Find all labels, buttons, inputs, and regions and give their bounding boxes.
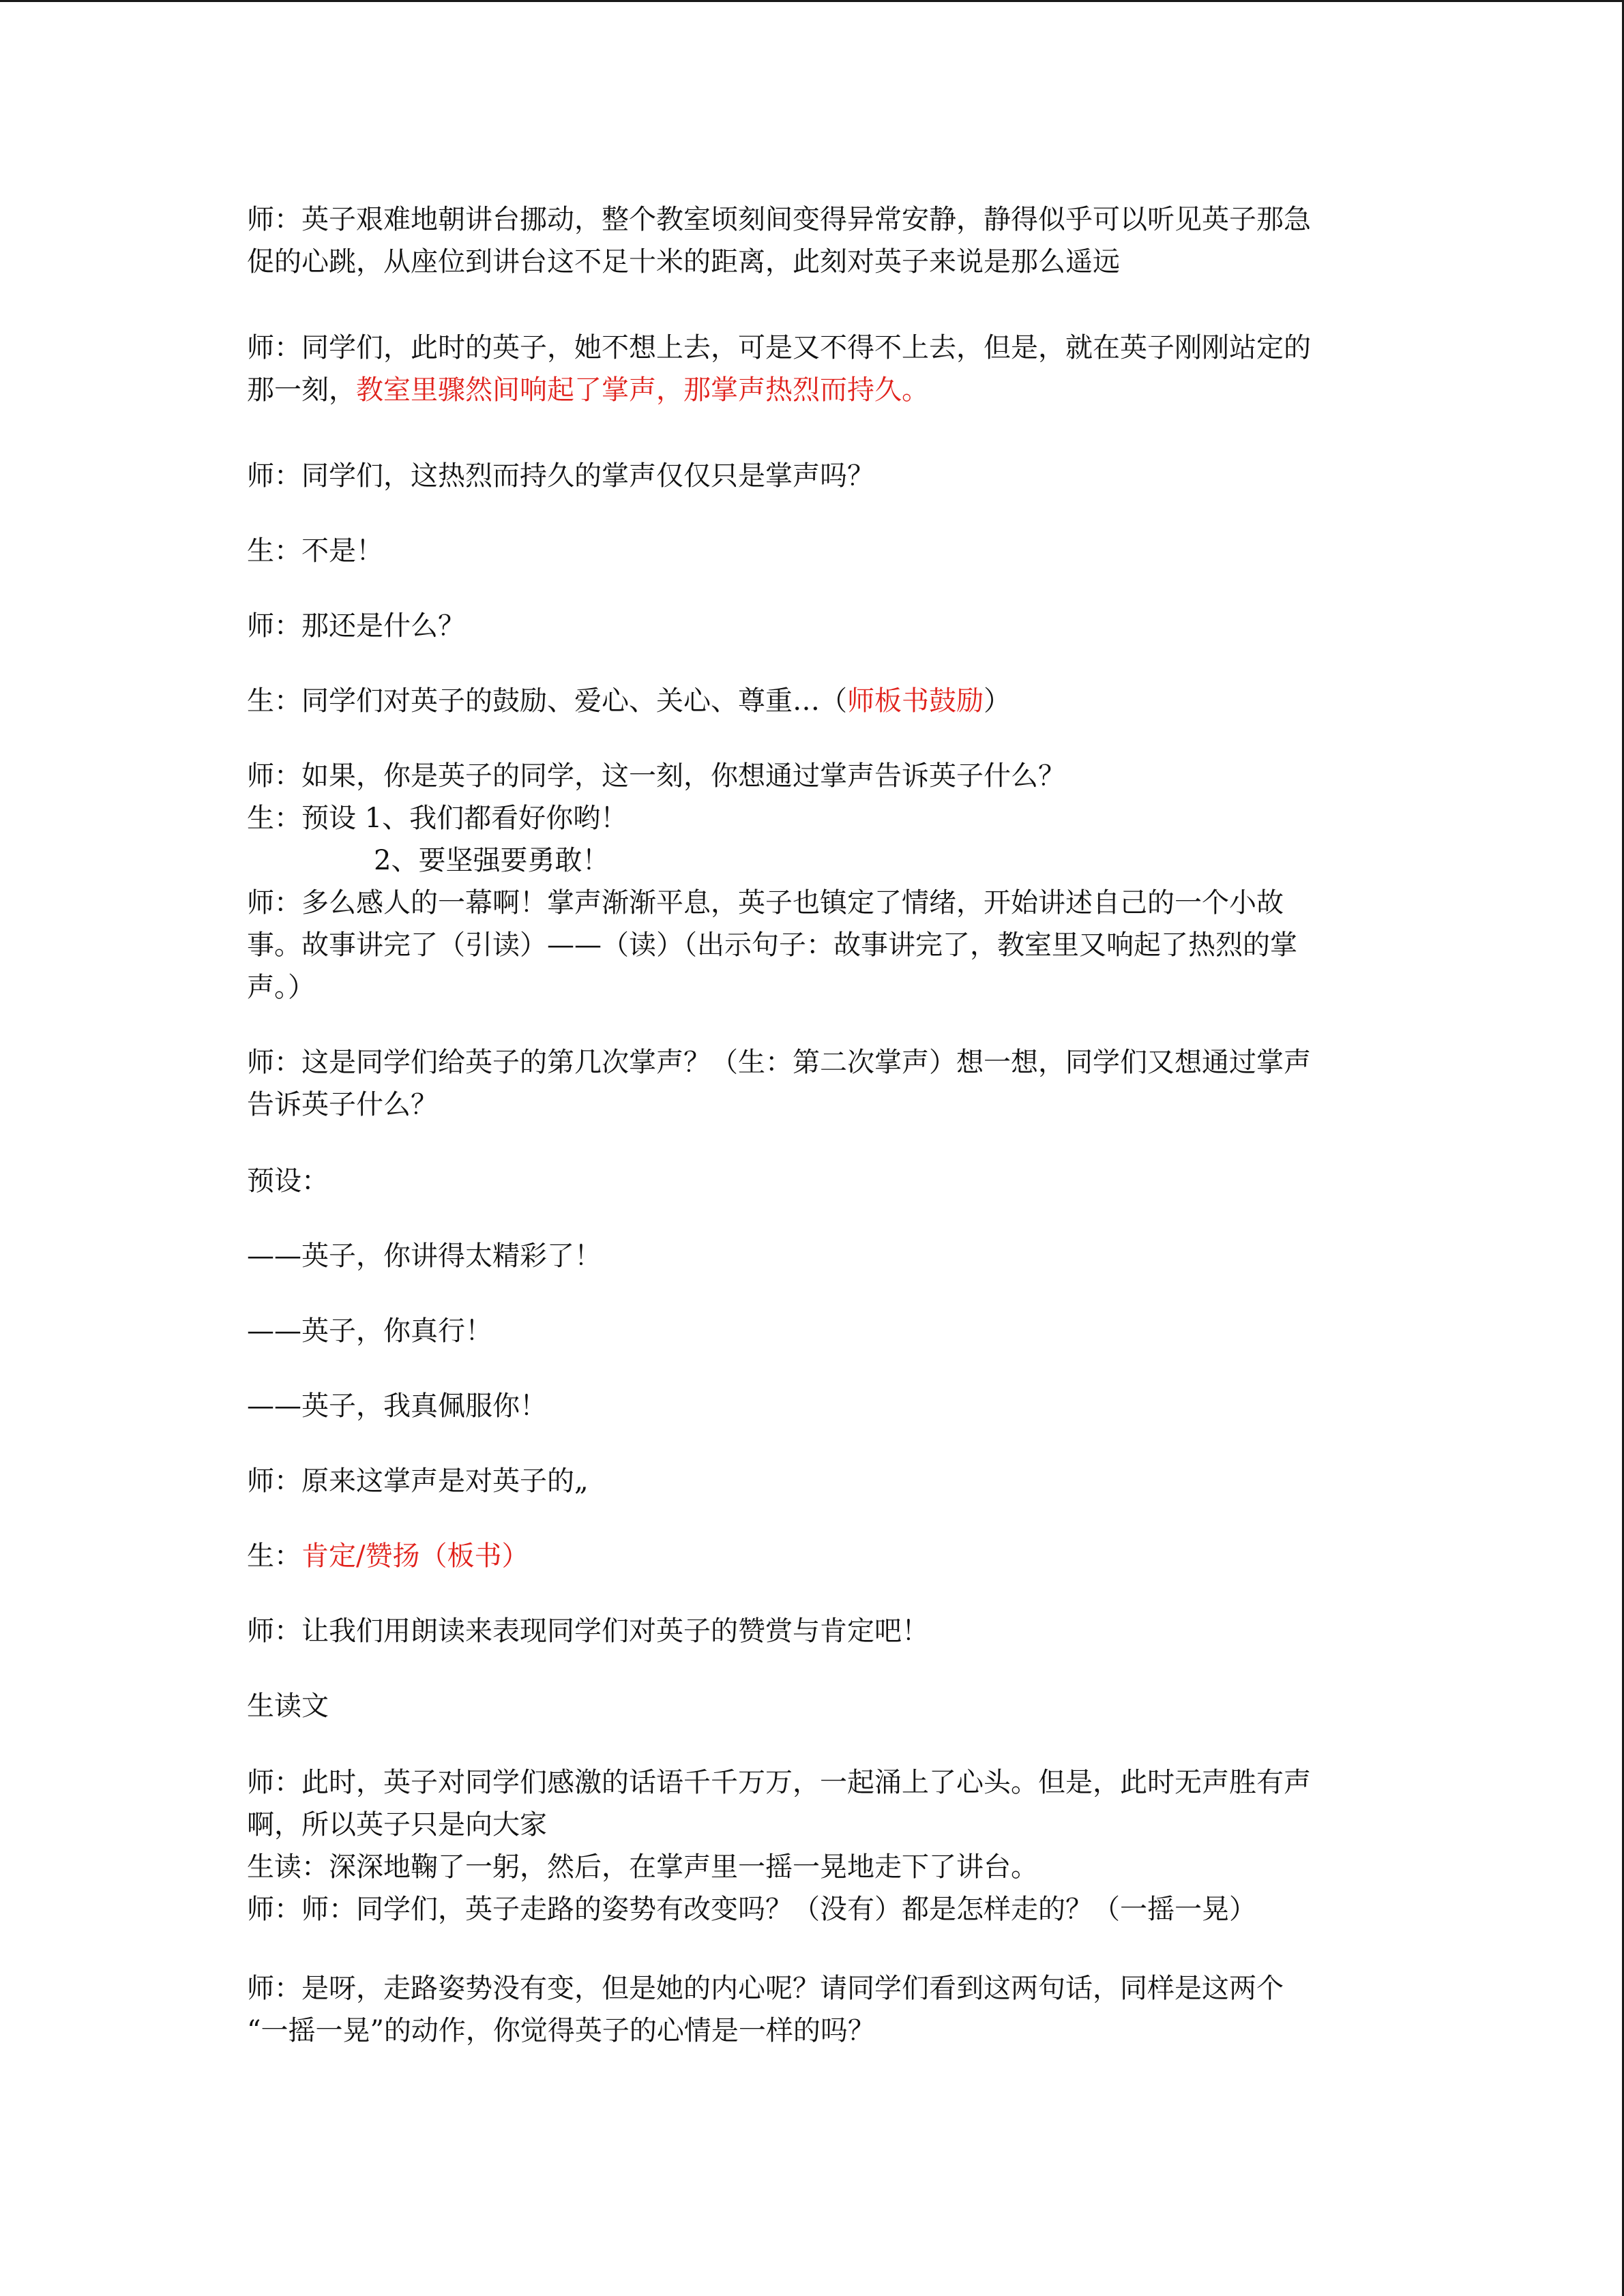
- paragraph-line: [247, 923, 1297, 967]
- text-run: 生：同学们对英子的鼓励、爱心、关心、尊重…（: [247, 685, 847, 717]
- paragraph-line: [247, 1309, 492, 1353]
- paragraph-line: [247, 368, 929, 412]
- text-run: 师：同学们，这热烈而持久的掌声仅仅只是掌声吗？: [247, 460, 874, 492]
- paragraph-line: [247, 881, 1284, 925]
- paragraph-line: [247, 1761, 1311, 1804]
- paragraph-line: [247, 1083, 438, 1127]
- text-run: ——英子，你讲得太精彩了！: [247, 1240, 602, 1272]
- text-run: 师：让我们用朗读来表现同学们对英子的赞赏与肯定吧！: [247, 1615, 929, 1647]
- text-run: 生：预设 1、我们都看好你哟！: [247, 803, 628, 834]
- paragraph-line: [247, 1609, 929, 1653]
- text-run: 啊，所以英子只是向大家: [247, 1809, 547, 1840]
- text-run: 声。）: [247, 972, 315, 1003]
- highlighted-text: 教室里骤然间响起了掌声，那掌声热烈而持久。: [356, 374, 929, 406]
- text-run: 师：此时，英子对同学们感激的话语千千万万，一起涌上了心头。但是，此时无声胜有声: [247, 1767, 1311, 1798]
- text-run: 告诉英子什么？: [247, 1089, 438, 1120]
- text-run: 促的心跳，从座位到讲台这不足十米的距离，此刻对英子来说是那么遥远: [247, 246, 1120, 278]
- text-run: 师：那还是什么？: [247, 610, 465, 642]
- paragraph-line: [247, 1803, 547, 1847]
- text-run: ——英子，我真佩服你！: [247, 1390, 547, 1422]
- text-run: 师：多么感人的一幕啊！掌声渐渐平息，英子也镇定了情绪，开始讲述自己的一个小故: [247, 887, 1284, 919]
- text-run: 师：英子艰难地朝讲台挪动，整个教室顷刻间变得异常安静，静得似乎可以听见英子那急: [247, 204, 1311, 235]
- paragraph-line: [247, 1967, 1284, 2010]
- text-run: 2、要坚强要勇敢！: [374, 845, 610, 876]
- text-run: 师：是呀，走路姿势没有变，但是她的内心呢？请同学们看到这两句话，同样是这两个: [247, 1973, 1284, 2004]
- paragraph-line: [247, 1159, 329, 1203]
- paragraph-line: [247, 604, 465, 648]
- paragraph-line: [247, 1888, 1256, 1931]
- paragraph-line: [247, 1684, 329, 1728]
- paragraph-line: [247, 529, 383, 573]
- text-run: 生读文: [247, 1690, 329, 1722]
- paragraph-line: [247, 326, 1311, 370]
- paragraph-line: [247, 1384, 547, 1428]
- text-run: 师：同学们，此时的英子，她不想上去，可是又不得不上去，但是，就在英子刚刚站定的: [247, 332, 1311, 363]
- paragraph-line: [247, 1459, 589, 1503]
- paragraph-line: [374, 839, 609, 882]
- paragraph-line: [247, 1534, 529, 1578]
- paragraph-line: [247, 454, 874, 498]
- text-run: 生：: [247, 1540, 301, 1572]
- text-run: 师：这是同学们给英子的第几次掌声？（生：第二次掌声）想一想，同学们又想通过掌声: [247, 1047, 1311, 1078]
- paragraph-line: [247, 240, 1120, 284]
- paragraph-line: [247, 1845, 1038, 1889]
- text-run: 师：原来这掌声是对英子的„: [247, 1465, 589, 1497]
- text-run: 事。故事讲完了（引读）——（读）（出示句子：故事讲完了，教室里又响起了热烈的掌: [247, 929, 1297, 961]
- text-run: 那一刻，: [247, 374, 356, 406]
- highlighted-text: 肯定/赞扬（板书）: [301, 1540, 529, 1572]
- text-run: “一摇一晃”的动作，你觉得英子的心情是一样的吗？: [247, 2015, 875, 2046]
- text-run: 预设：: [247, 1165, 329, 1197]
- paragraph-line: [247, 2009, 875, 2053]
- text-run: ——英子，你真行！: [247, 1315, 492, 1347]
- paragraph-line: [247, 1041, 1311, 1084]
- paragraph-line: [247, 796, 628, 840]
- text-run: 生：不是！: [247, 535, 383, 567]
- text-run: 师：师：同学们，英子走路的姿势有改变吗？（没有）都是怎样走的？（一摇一晃）: [247, 1894, 1256, 1925]
- text-run: ）: [984, 685, 1011, 717]
- paragraph-line: [247, 754, 1065, 798]
- paragraph-line: [247, 1234, 602, 1278]
- paragraph-line: [247, 966, 315, 1009]
- text-run: 生读：深深地鞠了一躬，然后，在掌声里一摇一晃地走下了讲台。: [247, 1851, 1038, 1883]
- highlighted-text: 师板书鼓励: [847, 685, 984, 717]
- text-run: 师：如果，你是英子的同学，这一刻，你想通过掌声告诉英子什么？: [247, 760, 1065, 792]
- paragraph-line: [247, 198, 1311, 241]
- paragraph-line: [247, 679, 1011, 723]
